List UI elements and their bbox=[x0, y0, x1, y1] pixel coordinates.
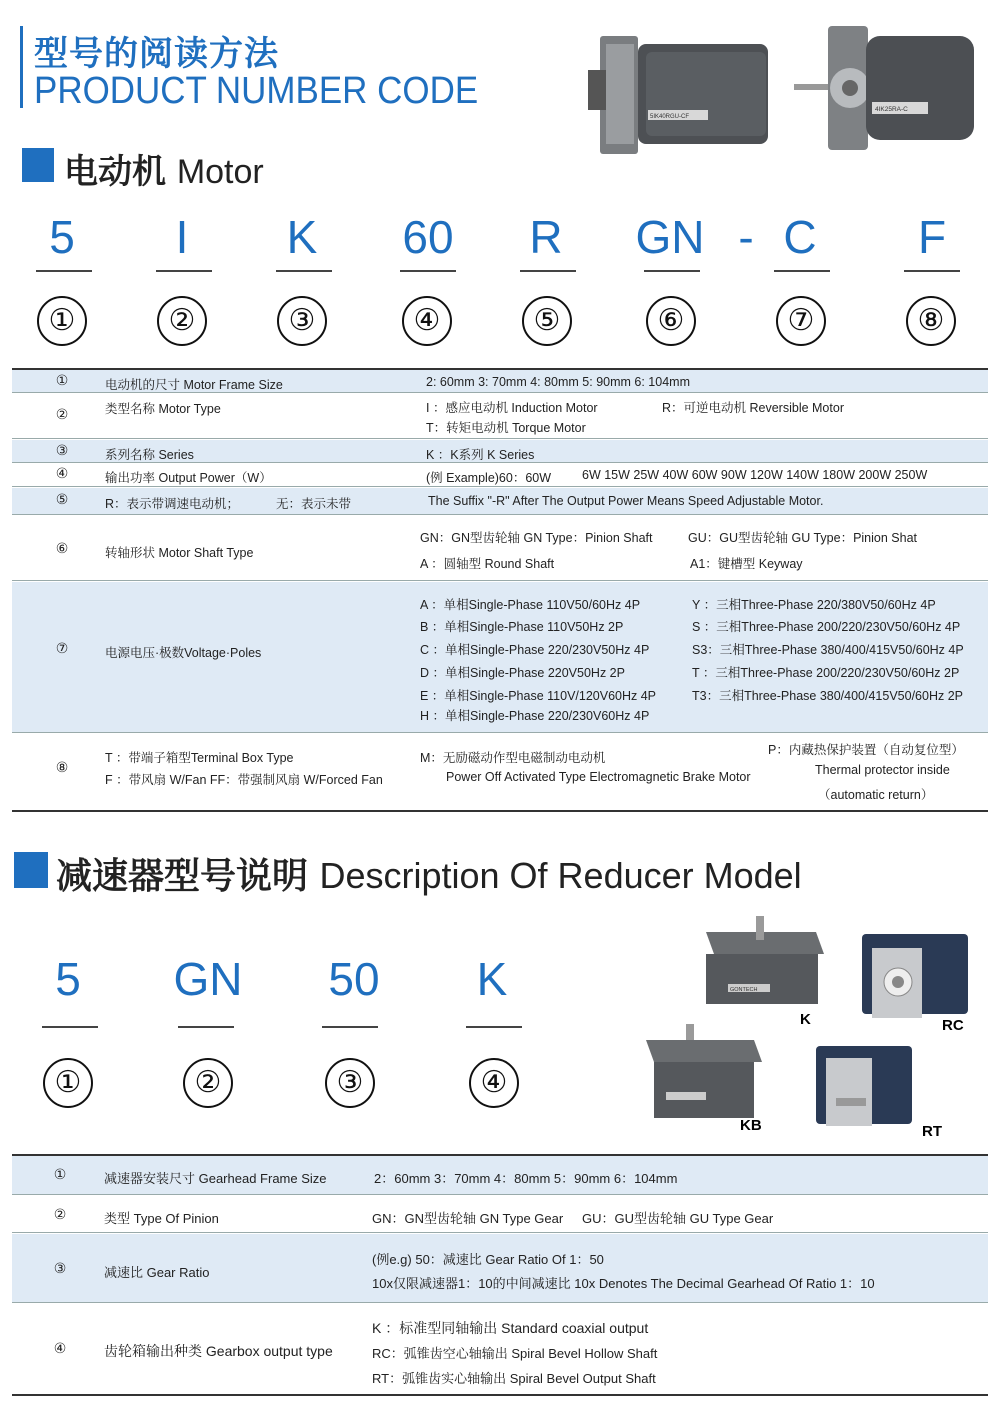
motor-row-powers: 6W 15W 25W 40W 60W 90W 120W 140W 180W 200W 250W bbox=[582, 468, 928, 482]
gearbox-photo-rt bbox=[816, 1046, 912, 1126]
gearbox-label-rt: RT bbox=[922, 1123, 942, 1140]
voltage-option: S ：三相Three-Phase 200/220/230V50/60Hz 4P bbox=[692, 620, 961, 634]
motor-code-dash: - bbox=[738, 211, 754, 263]
motor-title-en: Motor bbox=[176, 153, 264, 191]
voltage-option: C ：单相Single-Phase 220/230V50Hz 4P bbox=[420, 643, 650, 657]
svg-text:5IK40RGU-CF: 5IK40RGU-CF bbox=[650, 114, 690, 120]
motor-row-number: ⑤ bbox=[55, 492, 69, 508]
reducer-code-3: 50 bbox=[328, 953, 380, 1005]
reducer-code-1: 5 bbox=[55, 953, 81, 1005]
svg-text:4IK25RA-C: 4IK25RA-C bbox=[875, 106, 908, 113]
page-title-en: PRODUCT NUMBER CODE bbox=[34, 70, 479, 112]
reducer-row-name: 齿轮箱输出种类 Gearbox output type bbox=[104, 1343, 333, 1359]
reducer-row-desc: RT：弧锥齿实心轴输出 Spiral Bevel Output Shaft bbox=[372, 1371, 656, 1386]
reducer-code-2: GN bbox=[173, 953, 243, 1005]
reducer-row-name: 类型 Type Of Pinion bbox=[104, 1211, 219, 1226]
motor-row-desc: I ：感应电动机 Induction Motor bbox=[426, 401, 598, 415]
motor-row-desc: T：转矩电动机 Torque Motor bbox=[426, 421, 586, 435]
row-divider bbox=[12, 438, 988, 439]
motor-section-title bbox=[64, 144, 264, 193]
reducer-section-marker bbox=[14, 852, 48, 888]
reducer-row-desc: 10x仅限减速器1：10的中间减速比 10x Denotes The Decimal Gearhead Of Ratio 1：10 bbox=[372, 1276, 875, 1291]
motor-row-name: 输出功率 Output Power（W） bbox=[105, 471, 272, 485]
reducer-circle-3: ③ bbox=[325, 1058, 375, 1108]
motor-row-number: ⑦ bbox=[55, 641, 69, 657]
row-divider bbox=[12, 1232, 988, 1233]
reducer-code-underline bbox=[42, 1026, 98, 1028]
motor-row-desc: GU：GU型齿轮轴 GU Type：Pinion Shat bbox=[688, 531, 918, 545]
row-divider bbox=[12, 1302, 988, 1303]
motor-code-5: R bbox=[529, 211, 563, 263]
motor-row-name: T ：带端子箱型Terminal Box Type bbox=[105, 751, 294, 765]
voltage-option: Y ：三相Three-Phase 220/380V50/60Hz 4P bbox=[692, 598, 936, 612]
motor-circle-1: ① bbox=[37, 296, 87, 346]
motor-code-underline bbox=[400, 270, 456, 272]
gearbox-label-k: K bbox=[800, 1011, 811, 1028]
motor-row-number: ② bbox=[55, 407, 69, 423]
motor-row-number: ③ bbox=[55, 443, 69, 459]
gearbox-label-kb: KB bbox=[740, 1117, 762, 1134]
motor-code-underline bbox=[520, 270, 576, 272]
motor-section-marker bbox=[22, 148, 54, 182]
voltage-option: H ：单相Single-Phase 220/230V60Hz 4P bbox=[420, 709, 650, 723]
header-accent-bar bbox=[20, 26, 23, 108]
motor-table-bottom-rule bbox=[12, 810, 988, 812]
voltage-option: S3：三相Three-Phase 380/400/415V50/60Hz 4P bbox=[692, 643, 964, 657]
motor-row-desc: P：内藏热保护装置（自动复位型） bbox=[768, 743, 964, 757]
reducer-row-desc: GU：GU型齿轮轴 GU Type Gear bbox=[582, 1211, 774, 1226]
reducer-code-underline bbox=[322, 1026, 378, 1028]
reducer-circle-1: ① bbox=[43, 1058, 93, 1108]
reducer-table-bottom-rule bbox=[12, 1394, 988, 1396]
reducer-row-desc: 2：60mm 3：70mm 4：80mm 5：90mm 6：104mm bbox=[374, 1171, 678, 1186]
motor-circle-7: ⑦ bbox=[776, 296, 826, 346]
motor-row-number: ⑥ bbox=[55, 541, 69, 557]
voltage-option: E ：单相Single-Phase 110V/120V60Hz 4P bbox=[420, 689, 657, 703]
motor-circle-3: ③ bbox=[277, 296, 327, 346]
motor-row-desc: Thermal protector inside bbox=[815, 763, 950, 777]
motor-row-desc: M：无励磁动作型电磁制动电动机 bbox=[420, 751, 606, 765]
motor-circle-8: ⑧ bbox=[906, 296, 956, 346]
voltage-option: B ：单相Single-Phase 110V50Hz 2P bbox=[420, 620, 624, 634]
motor-code-underline bbox=[644, 270, 700, 272]
motor-row-name-b: 无：表示未带 bbox=[276, 497, 352, 511]
motor-row-name: R：表示带调速电动机； bbox=[105, 497, 240, 511]
motor-row-desc: The Suffix "-R" After The Output Power Means Speed Adjustable Motor. bbox=[428, 494, 824, 508]
reducer-title-cn: 减速器型号说明 bbox=[56, 856, 309, 897]
gearbox-photo-rc bbox=[862, 934, 968, 1018]
motor-row-number: ① bbox=[55, 373, 69, 389]
row-divider bbox=[12, 514, 988, 515]
reducer-row-desc: (例e.g) 50：减速比 Gear Ratio Of 1：50 bbox=[372, 1252, 604, 1267]
row-divider bbox=[12, 732, 988, 733]
motor-code-6: GN bbox=[635, 211, 705, 263]
motor-row-name: 电源电压·极数Voltage·Poles bbox=[105, 646, 262, 660]
motor-row-desc: K ：K系列 K Series bbox=[426, 448, 535, 462]
motor-row-desc: (例 Example)60：60W bbox=[426, 471, 552, 485]
reducer-row-number: ① bbox=[53, 1167, 67, 1183]
motor-row-desc: 2: 60mm 3: 70mm 4: 80mm 5: 90mm 6: 104mm bbox=[426, 375, 690, 389]
reducer-code-underline bbox=[466, 1026, 522, 1028]
motor-row-name: 类型名称 Motor Type bbox=[105, 402, 221, 416]
motor-code-underline bbox=[156, 270, 212, 272]
motor-row-desc: GN：GN型齿轮轴 GN Type：Pinion Shaft bbox=[420, 531, 653, 545]
gearbox-photos bbox=[636, 912, 986, 1142]
gearbox-label-rc: RC bbox=[942, 1017, 964, 1034]
motor-row-name: 系列名称 Series bbox=[105, 448, 194, 462]
motor-code-1: 5 bbox=[49, 211, 75, 263]
motor-title-cn: 电动机 bbox=[64, 152, 166, 192]
motor-row-desc: A1：键槽型 Keyway bbox=[690, 557, 803, 571]
motor-code-underline bbox=[36, 270, 92, 272]
reducer-circle-4: ④ bbox=[469, 1058, 519, 1108]
row-divider bbox=[12, 392, 988, 393]
reducer-row-desc: K ：标准型同轴输出 Standard coaxial output bbox=[372, 1320, 649, 1336]
motor-row-desc: Power Off Activated Type Electromagnetic Brake Motor bbox=[446, 770, 751, 784]
reducer-row-number: ④ bbox=[53, 1341, 67, 1357]
motor-circle-2: ② bbox=[157, 296, 207, 346]
motor-code-8: F bbox=[917, 211, 947, 263]
voltage-option: D ：单相Single-Phase 220V50Hz 2P bbox=[420, 666, 625, 680]
motor-circle-6: ⑥ bbox=[646, 296, 696, 346]
motor-row-desc: （automatic return） bbox=[818, 788, 934, 802]
reducer-code-4: K bbox=[476, 953, 508, 1005]
reducer-title-en: Description Of Reducer Model bbox=[319, 855, 802, 896]
motor-photo-left bbox=[588, 36, 768, 154]
reducer-section-title bbox=[56, 848, 802, 899]
motor-code-4: 60 bbox=[402, 211, 454, 263]
voltage-option: A ：单相Single-Phase 110V50/60Hz 4P bbox=[420, 598, 641, 612]
row-divider bbox=[12, 1194, 988, 1195]
motor-photos bbox=[588, 22, 988, 162]
reducer-row-desc: GN：GN型齿轮轴 GN Type Gear bbox=[372, 1211, 564, 1226]
voltage-option: T ：三相Three-Phase 200/220/230V50/60Hz 2P bbox=[692, 666, 960, 680]
reducer-circle-2: ② bbox=[183, 1058, 233, 1108]
svg-text:GONTECH: GONTECH bbox=[730, 987, 758, 993]
motor-circle-4: ④ bbox=[402, 296, 452, 346]
voltage-option: T3：三相Three-Phase 380/400/415V50/60Hz 2P bbox=[692, 689, 963, 703]
motor-row-name: 电动机的尺寸 Motor Frame Size bbox=[105, 378, 283, 392]
reducer-row-name: 减速器安装尺寸 Gearhead Frame Size bbox=[104, 1171, 327, 1186]
motor-row-name: F ：带风扇 W/Fan FF：带强制风扇 W/Forced Fan bbox=[105, 773, 383, 787]
motor-row-number: ⑧ bbox=[55, 760, 69, 776]
reducer-row-desc: RC：弧锥齿空心轴输出 Spiral Bevel Hollow Shaft bbox=[372, 1346, 658, 1361]
row-divider bbox=[12, 462, 988, 463]
motor-row-name: 转轴形状 Motor Shaft Type bbox=[105, 546, 254, 560]
motor-photo-right bbox=[794, 26, 974, 150]
reducer-row-number: ② bbox=[53, 1207, 67, 1223]
page-title-cn: 型号的阅读方法 bbox=[34, 34, 279, 74]
motor-code-7: C bbox=[783, 211, 817, 263]
motor-row-desc: R：可逆电动机 Reversible Motor bbox=[662, 401, 844, 415]
motor-code-3: K bbox=[286, 211, 318, 263]
reducer-row-number: ③ bbox=[53, 1261, 67, 1277]
motor-circle-5: ⑤ bbox=[522, 296, 572, 346]
gearbox-photo-kb bbox=[646, 1024, 762, 1118]
reducer-code-underline bbox=[178, 1026, 234, 1028]
motor-code-2: I bbox=[175, 211, 189, 263]
row-divider bbox=[12, 486, 988, 487]
motor-row-number: ④ bbox=[55, 466, 69, 482]
motor-code-underline bbox=[904, 270, 960, 272]
reducer-row-name: 减速比 Gear Ratio bbox=[104, 1265, 210, 1280]
motor-code-underline bbox=[276, 270, 332, 272]
motor-row-desc: A ：圆轴型 Round Shaft bbox=[420, 557, 555, 571]
motor-code-underline bbox=[774, 270, 830, 272]
gearbox-photo-k bbox=[706, 916, 824, 1004]
row-divider bbox=[12, 580, 988, 581]
